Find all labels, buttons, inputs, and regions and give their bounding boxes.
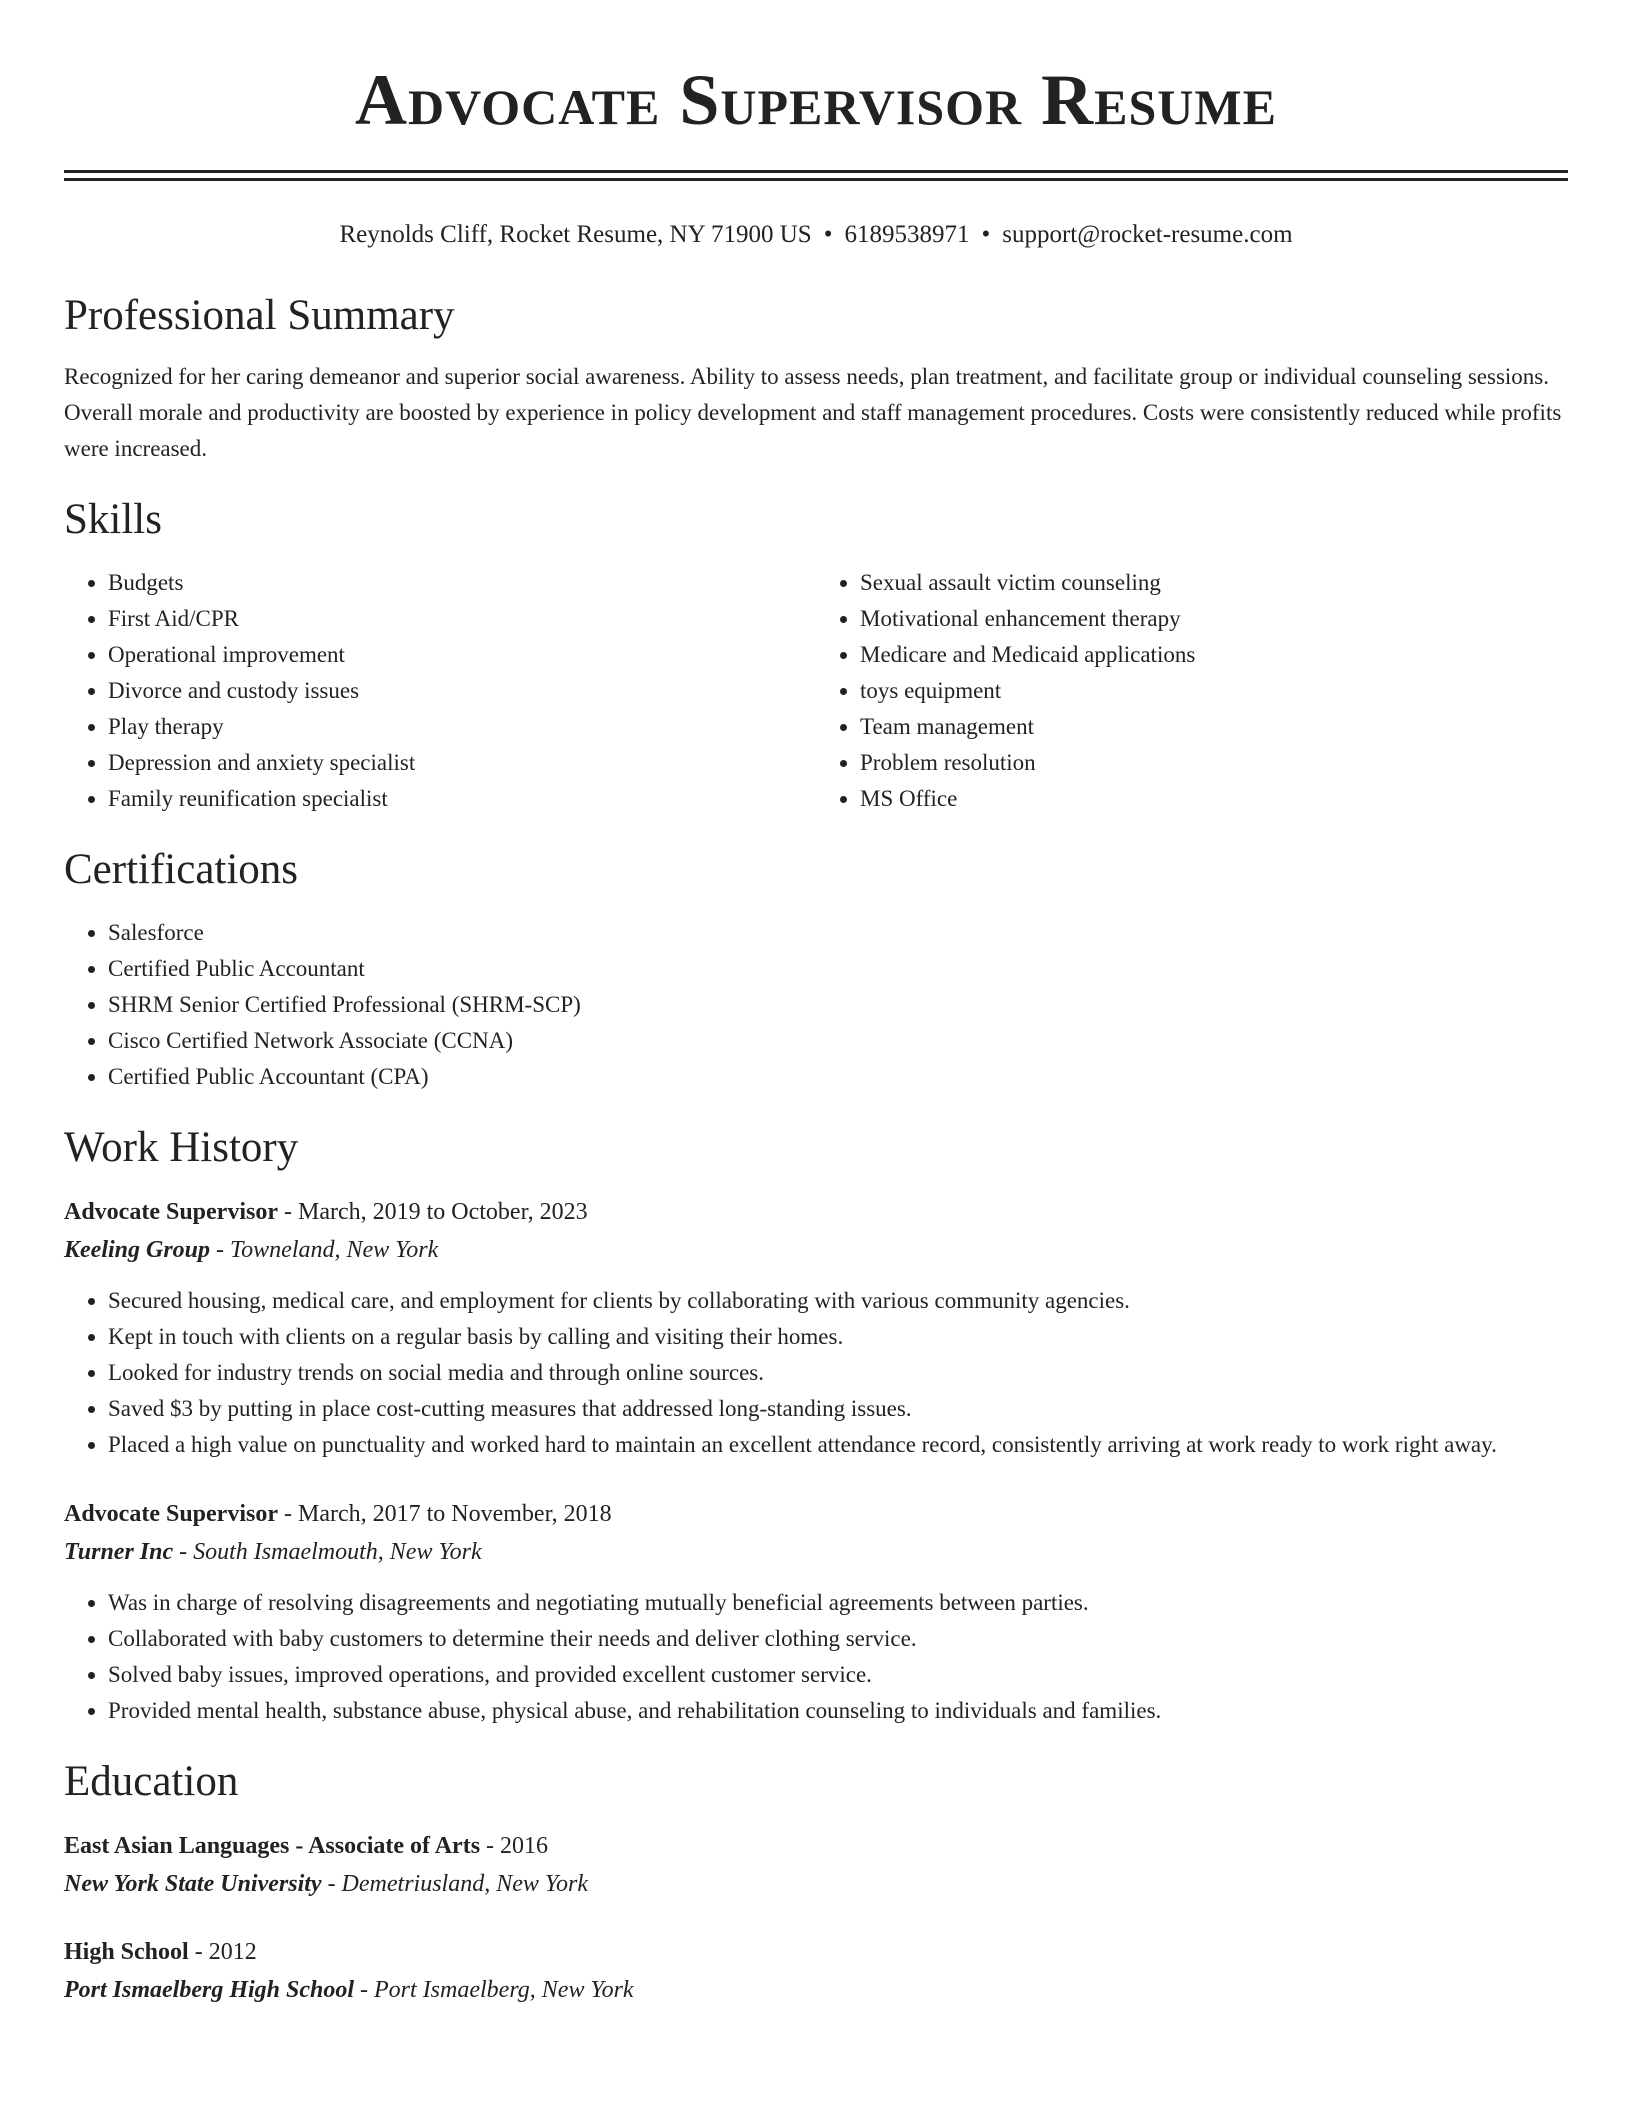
education-school: Port Ismaelberg High School [64, 1977, 355, 2003]
job-bullet: • Placed a high value on punctuality and worked hard to maintain an excellent attendance record, consistently arriving at work ready to work right away. [108, 1427, 1568, 1463]
certification-item: • SHRM Senior Certified Professional (SHRM-SCP) [108, 987, 1568, 1023]
certification-item: • Salesforce [108, 915, 1568, 951]
job-title-line [64, 1495, 1568, 1533]
skill-item: • MS Office [860, 781, 1568, 817]
contact-separator: • [981, 221, 991, 248]
job-company-line [64, 1533, 1568, 1571]
certification-item: • Certified Public Accountant (CPA) [108, 1059, 1568, 1095]
summary-text: Recognized for her caring demeanor and superior social awareness. Ability to assess needs, plan treatment, and facilitate group or individual counseling sessions. Overall morale and productivity are boosted by experience in policy development and staff management procedures. Costs were consistently reduced while profits were increased. [64, 364, 1562, 461]
certification-item: • Certified Public Accountant [108, 951, 1568, 987]
skills-grid [64, 565, 1568, 817]
page-title: Advocate Supervisor Resume [355, 60, 1277, 140]
certifications-section [64, 845, 1568, 1095]
work-history-section [64, 1123, 1568, 1729]
job-bullet: • Solved baby issues, improved operations, and provided excellent customer service. [108, 1657, 1568, 1693]
skills-heading: Skills [64, 496, 162, 543]
job-title-line [64, 1193, 1568, 1231]
education-school: New York State University [64, 1871, 322, 1897]
summary-section [64, 291, 1568, 467]
work-history-heading: Work History [64, 1124, 299, 1171]
job-title: Advocate Supervisor [64, 1501, 278, 1527]
skill-item: • Medicare and Medicaid applications [860, 637, 1568, 673]
job-bullet: • Secured housing, medical care, and employment for clients by collaborating with various community agencies. [108, 1283, 1568, 1319]
education-entry [64, 1827, 1568, 1903]
education-year: - 2016 [480, 1833, 549, 1859]
education-degree-line [64, 1933, 1568, 1971]
education-entry [64, 1933, 1568, 2009]
skill-item: • Depression and anxiety specialist [108, 745, 816, 781]
job-entry [64, 1193, 1568, 1463]
education-school-line [64, 1971, 1568, 2009]
job-entry [64, 1495, 1568, 1729]
title-divider [64, 170, 1568, 181]
education-section [64, 1757, 1568, 2009]
education-heading: Education [64, 1758, 239, 1805]
education-school-line [64, 1865, 1568, 1903]
skill-item: • Divorce and custody issues [108, 673, 816, 709]
education-year: - 2012 [188, 1939, 257, 1965]
skills-section [64, 495, 1568, 817]
contact-address: Reynolds Cliff, Rocket Resume, NY 71900 US [339, 221, 812, 248]
education-degree-line [64, 1827, 1568, 1865]
job-bullet: • Looked for industry trends on social media and through online sources. [108, 1355, 1568, 1391]
skill-item: • Team management [860, 709, 1568, 745]
job-bullet: • Collaborated with baby customers to determine their needs and deliver clothing service. [108, 1621, 1568, 1657]
job-dates: - March, 2019 to October, 2023 [277, 1199, 588, 1225]
job-title: Advocate Supervisor [64, 1199, 278, 1225]
skill-item: • Family reunification specialist [108, 781, 816, 817]
job-bullet: • Provided mental health, substance abuse, physical abuse, and rehabilitation counseling to individuals and families. [108, 1693, 1568, 1729]
skill-item: • Operational improvement [108, 637, 816, 673]
contact-line [64, 219, 1568, 251]
skill-item: • Budgets [108, 565, 816, 601]
contact-phone: 6189538971 [844, 221, 970, 248]
job-dates: - March, 2017 to November, 2018 [277, 1501, 612, 1527]
certifications-heading: Certifications [64, 846, 299, 893]
certifications-list [64, 915, 1568, 1095]
certification-item: • Cisco Certified Network Associate (CCNA) [108, 1023, 1568, 1059]
job-bullets [64, 1283, 1568, 1463]
skill-item: • Play therapy [108, 709, 816, 745]
job-bullet: • Was in charge of resolving disagreements and negotiating mutually beneficial agreements between parties. [108, 1585, 1568, 1621]
contact-email: support@rocket-resume.com [1002, 221, 1293, 248]
skill-item: • Motivational enhancement therapy [860, 601, 1568, 637]
skills-right-list [816, 565, 1568, 817]
job-bullet: • Kept in touch with clients on a regular basis by calling and visiting their homes. [108, 1319, 1568, 1355]
job-location: - Towneland, New York [210, 1237, 439, 1263]
summary-heading: Professional Summary [64, 292, 455, 339]
skill-item: • toys equipment [860, 673, 1568, 709]
skill-item: • Problem resolution [860, 745, 1568, 781]
education-location: - Port Ismaelberg, New York [354, 1977, 634, 2003]
education-degree: High School [64, 1939, 189, 1965]
education-degree: East Asian Languages - Associate of Arts [64, 1833, 481, 1859]
job-bullets [64, 1585, 1568, 1729]
education-location: - Demetriusland, New York [321, 1871, 589, 1897]
skills-left-list [64, 565, 816, 817]
job-location: - South Ismaelmouth, New York [173, 1539, 482, 1565]
skill-item: • First Aid/CPR [108, 601, 816, 637]
job-bullet: • Saved $3 by putting in place cost-cutting measures that addressed long-standing issues. [108, 1391, 1568, 1427]
job-company: Keeling Group [64, 1237, 211, 1263]
contact-separator: • [823, 221, 833, 248]
job-company-line [64, 1231, 1568, 1269]
skill-item: • Sexual assault victim counseling [860, 565, 1568, 601]
job-company: Turner Inc [64, 1539, 174, 1565]
